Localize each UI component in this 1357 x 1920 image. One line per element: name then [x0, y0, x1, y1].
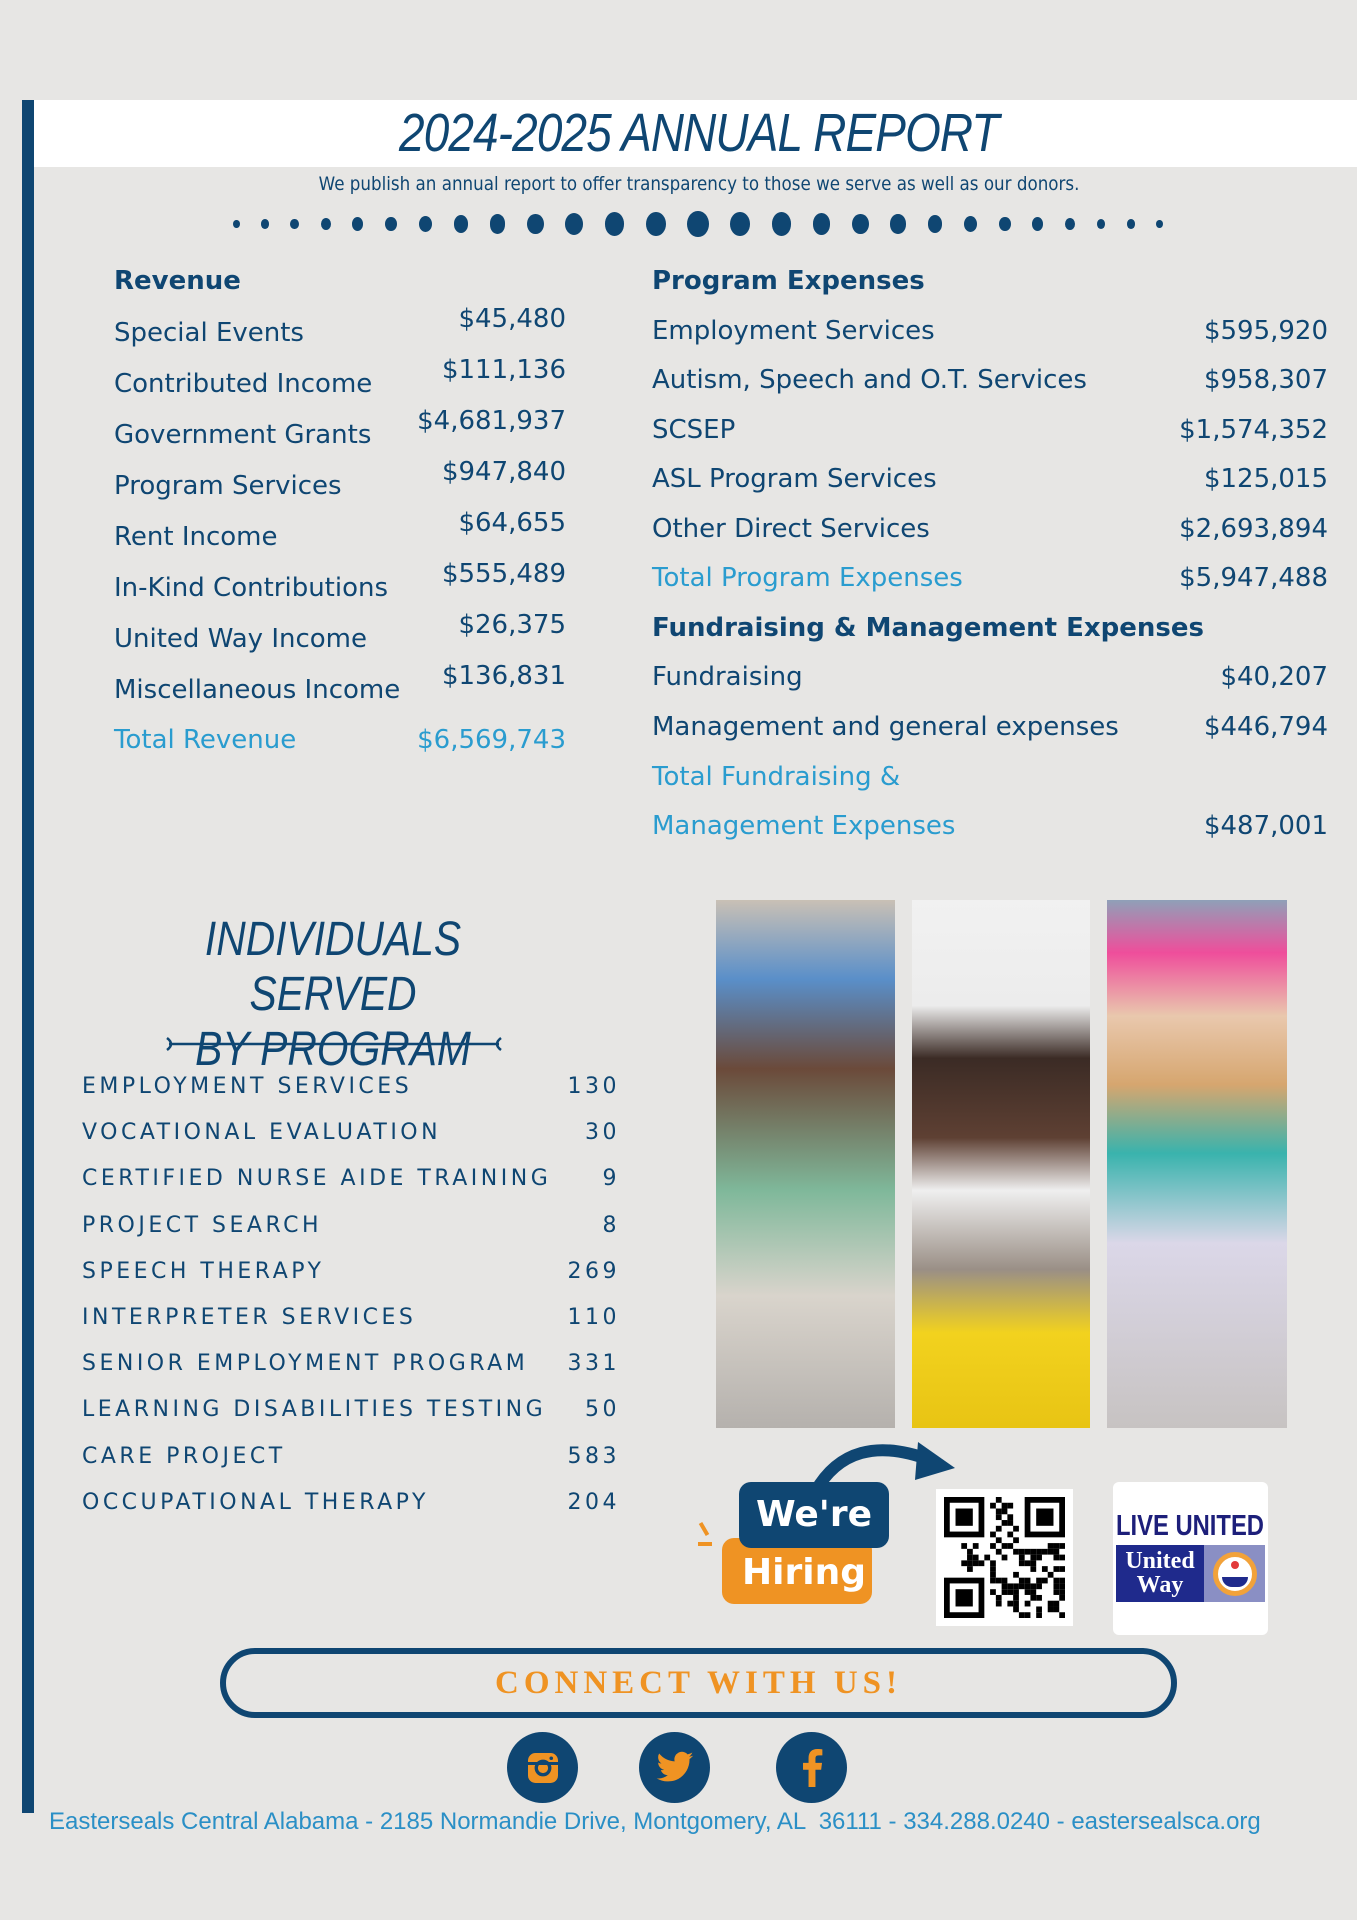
facebook-icon [801, 1749, 823, 1787]
individuals-item-count: 331 [567, 1351, 620, 1377]
individuals-item-count: 9 [602, 1166, 620, 1192]
revenue-heading: Revenue [114, 266, 241, 296]
individuals-item-count: 8 [602, 1212, 620, 1238]
individuals-served-title [135, 912, 531, 1077]
program-expense-label: SCSEP [652, 414, 736, 445]
revenue-item-value: $947,840 [441, 457, 566, 487]
program-expense-label: ASL Program Services [652, 464, 937, 495]
left-accent-bar [22, 100, 34, 1813]
program-expense-label: Employment Services [652, 316, 935, 346]
individuals-item-label: PROJECT SEARCH [82, 1212, 323, 1238]
dot [1127, 219, 1135, 228]
revenue-item-value: $45,480 [458, 304, 566, 334]
dot [290, 219, 299, 230]
instagram-button[interactable] [507, 1732, 578, 1803]
individuals-item-label: EMPLOYMENT SERVICES [82, 1074, 413, 1099]
individuals-item-label: CARE PROJECT [82, 1443, 286, 1469]
individuals-item-label: SPEECH THERAPY [82, 1258, 325, 1284]
program-expense-value: $125,015 [1203, 464, 1328, 495]
program-expense-label: Autism, Speech and O.T. Services [652, 365, 1087, 396]
twitter-button[interactable] [639, 1732, 710, 1803]
individuals-item-count: 30 [585, 1120, 620, 1146]
revenue-item-label: Contributed Income [114, 369, 373, 399]
program-expense-value: $1,574,352 [1179, 414, 1328, 445]
revenue-item-value: $111,136 [441, 355, 566, 385]
dot [605, 212, 624, 235]
fundraising-item-value: $40,207 [1220, 662, 1328, 692]
revenue-item-label: Program Services [114, 471, 342, 501]
dot [1065, 218, 1075, 230]
individuals-item-label: OCCUPATIONAL THERAPY [82, 1489, 429, 1515]
revenue-item-value: $4,681,937 [417, 406, 566, 436]
dot [233, 220, 240, 228]
dot [890, 214, 906, 233]
instagram-icon [525, 1750, 561, 1786]
revenue-item-value: $26,375 [458, 610, 566, 640]
revenue-item-label: Special Events [114, 318, 304, 348]
individuals-item-count: 130 [567, 1074, 620, 1099]
footer-contact: Easterseals Central Alabama - 2185 Normandie Drive, Montgomery, AL 36111 - 334.288.0240 - eastersealsca.org [49, 1808, 1261, 1835]
individuals-title-line-2: BY PROGRAM [195, 1023, 471, 1076]
page-subtitle: We publish an annual report to offer transparency to those we serve as well as our donors. [318, 173, 1080, 195]
twitter-icon [655, 1751, 695, 1785]
dot [928, 215, 943, 233]
united-way-logo [1113, 1482, 1268, 1635]
connect-with-us-banner: CONNECT WITH US! [220, 1648, 1177, 1718]
total-fundraising-label-1: Total Fundraising & [652, 762, 901, 792]
revenue-item-value: $64,655 [458, 508, 566, 538]
revenue-item-label: United Way Income [114, 624, 367, 654]
individuals-item-label: VOCATIONAL EVALUATION [82, 1120, 442, 1146]
photo-child-walker [1107, 900, 1287, 1428]
dot [352, 217, 363, 231]
program-expense-value: $2,693,894 [1179, 513, 1328, 544]
dot [772, 212, 791, 235]
program-expense-value: $595,920 [1203, 316, 1328, 346]
dot [730, 212, 750, 237]
revenue-item-label: Miscellaneous Income [114, 675, 401, 705]
dot [419, 216, 432, 232]
were-text: We're [755, 1494, 873, 1535]
individuals-item-count: 583 [567, 1443, 620, 1469]
live-united-text: LIVE UNITED [1116, 1510, 1264, 1542]
hiring-badge-top[interactable] [739, 1482, 889, 1548]
qr-code-image [944, 1497, 1065, 1618]
individuals-item-count: 204 [567, 1489, 620, 1515]
fundraising-heading: Fundraising & Management Expenses [652, 613, 1204, 643]
revenue-item-label: Government Grants [114, 420, 372, 450]
photo-student-activity [912, 900, 1090, 1428]
program-expenses-heading: Program Expenses [652, 266, 925, 296]
way-text: Way [1136, 1572, 1184, 1598]
dot [813, 213, 831, 235]
qr-code[interactable] [936, 1489, 1073, 1626]
dot [527, 214, 544, 234]
united-text: United [1125, 1548, 1195, 1574]
total-fundraising-value: $487,001 [1203, 811, 1328, 841]
dot [999, 217, 1011, 232]
individuals-item-label: LEARNING DISABILITIES TESTING [82, 1397, 547, 1423]
individuals-item-label: SENIOR EMPLOYMENT PROGRAM [82, 1351, 529, 1377]
dot [1156, 220, 1163, 228]
dot [1097, 219, 1106, 230]
fundraising-item-label: Management and general expenses [652, 712, 1119, 742]
revenue-item-label: In-Kind Contributions [114, 573, 389, 603]
dot [385, 217, 397, 232]
dot [321, 218, 331, 230]
dot [646, 212, 666, 237]
revenue-item-label: Rent Income [114, 522, 278, 552]
dot [454, 215, 469, 233]
hiring-text: Hiring [742, 1552, 866, 1593]
individuals-item-count: 110 [567, 1305, 620, 1330]
total-program-expenses-label: Total Program Expenses [652, 563, 963, 593]
fundraising-item-value: $446,794 [1203, 712, 1328, 742]
dot [1032, 217, 1043, 231]
individuals-title-line-1: INDIVIDUALS SERVED [204, 913, 462, 1021]
dot [964, 216, 977, 232]
total-fundraising-label-2: Management Expenses [652, 811, 956, 841]
program-expense-value: $958,307 [1203, 365, 1328, 396]
fundraising-item-label: Fundraising [652, 662, 803, 692]
photo-child-sensory-play [716, 900, 895, 1428]
dot [687, 211, 708, 237]
total-program-expenses-value: $5,947,488 [1179, 563, 1328, 593]
facebook-button[interactable] [776, 1732, 847, 1803]
total-revenue-value: $6,569,743 [417, 725, 566, 755]
dot [852, 214, 869, 234]
sparkle-icon [698, 1522, 710, 1552]
individuals-item-label: CERTIFIED NURSE AIDE TRAINING [82, 1166, 552, 1192]
decorative-divider [165, 1036, 503, 1052]
revenue-item-value: $136,831 [441, 661, 566, 691]
page-title: 2024-2025 ANNUAL REPORT [399, 103, 999, 163]
dot [261, 219, 269, 228]
dot [565, 213, 583, 235]
revenue-item-value: $555,489 [441, 559, 566, 589]
individuals-item-count: 50 [585, 1397, 620, 1423]
program-expense-label: Other Direct Services [652, 513, 930, 544]
total-revenue-label: Total Revenue [114, 725, 297, 755]
dot-divider [233, 204, 1163, 244]
dot [490, 214, 506, 233]
individuals-item-count: 269 [567, 1258, 620, 1284]
united-way-emblem-icon [1204, 1545, 1265, 1602]
individuals-item-label: INTERPRETER SERVICES [82, 1305, 417, 1330]
